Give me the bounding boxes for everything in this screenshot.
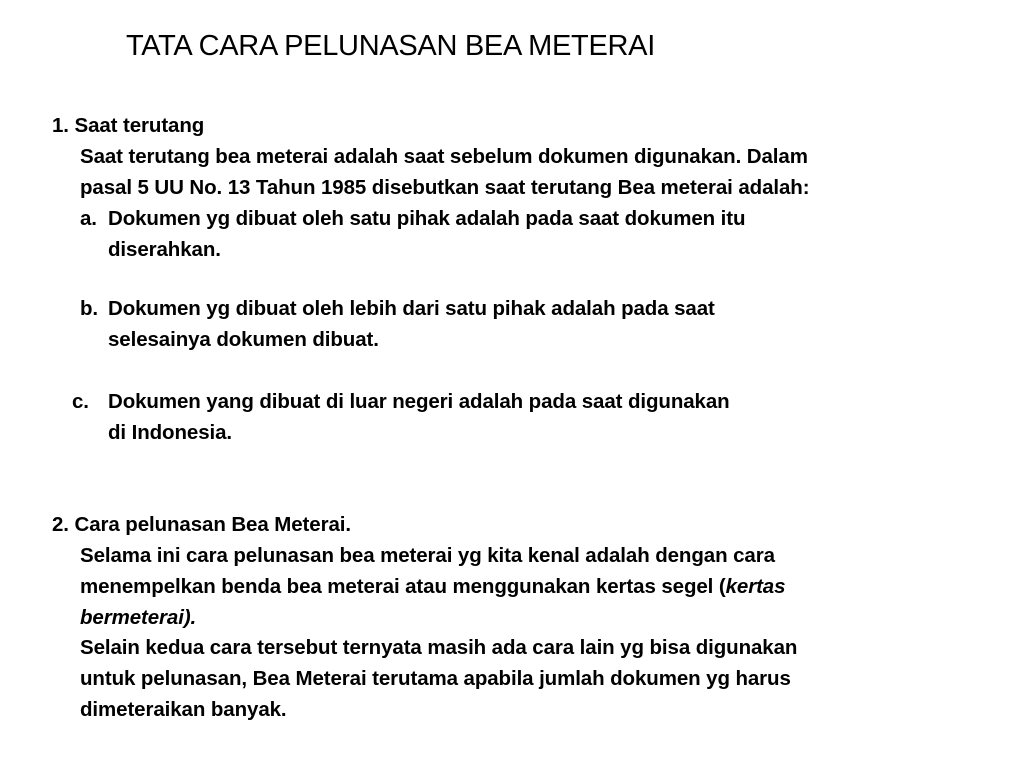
item-b-line-2: selesainya dokumen dibuat. [108, 328, 379, 351]
slide-title: TATA CARA PELUNASAN BEA METERAI [126, 30, 655, 62]
section-2-para-2-line-3: dimeteraikan banyak. [80, 698, 287, 721]
section-1-intro-line-1: Saat terutang bea meterai adalah saat sebelum dokumen digunakan. Dalam [80, 145, 808, 168]
section-2-para-1-line-3: bermeterai). [80, 606, 197, 629]
item-c-line-2: di Indonesia. [108, 421, 232, 444]
section-2-para-2-line-1: Selain kedua cara tersebut ternyata masih ada cara lain yg bisa digunakan [80, 636, 798, 659]
para-1-line-2-text: menempelkan benda bea meterai atau menggunakan kertas segel ( [80, 575, 726, 598]
item-a-line-2: diserahkan. [108, 238, 221, 261]
item-c-line-1: Dokumen yang dibuat di luar negeri adalah pada saat digunakan [108, 390, 730, 413]
item-b-marker: b. [80, 297, 99, 320]
para-1-italic-term: kertas [725, 575, 786, 598]
section-2-para-2-line-2: untuk pelunasan, Bea Meterai terutama apabila jumlah dokumen yg harus [80, 667, 791, 690]
section-1-heading: 1. Saat terutang [52, 114, 205, 137]
item-a-line-1: Dokumen yg dibuat oleh satu pihak adalah pada saat dokumen itu [108, 207, 746, 230]
section-2-para-1-line-1: Selama ini cara pelunasan bea meterai yg kita kenal adalah dengan cara [80, 544, 775, 567]
section-1-intro-line-2: pasal 5 UU No. 13 Tahun 1985 disebutkan saat terutang Bea meterai adalah: [80, 176, 810, 199]
section-2-heading: 2. Cara pelunasan Bea Meterai. [52, 513, 351, 536]
item-b-line-1: Dokumen yg dibuat oleh lebih dari satu pihak adalah pada saat [108, 297, 715, 320]
section-2-para-1-line-2 [80, 575, 785, 599]
item-c-marker: c. [72, 390, 89, 413]
item-a-marker: a. [80, 207, 97, 230]
